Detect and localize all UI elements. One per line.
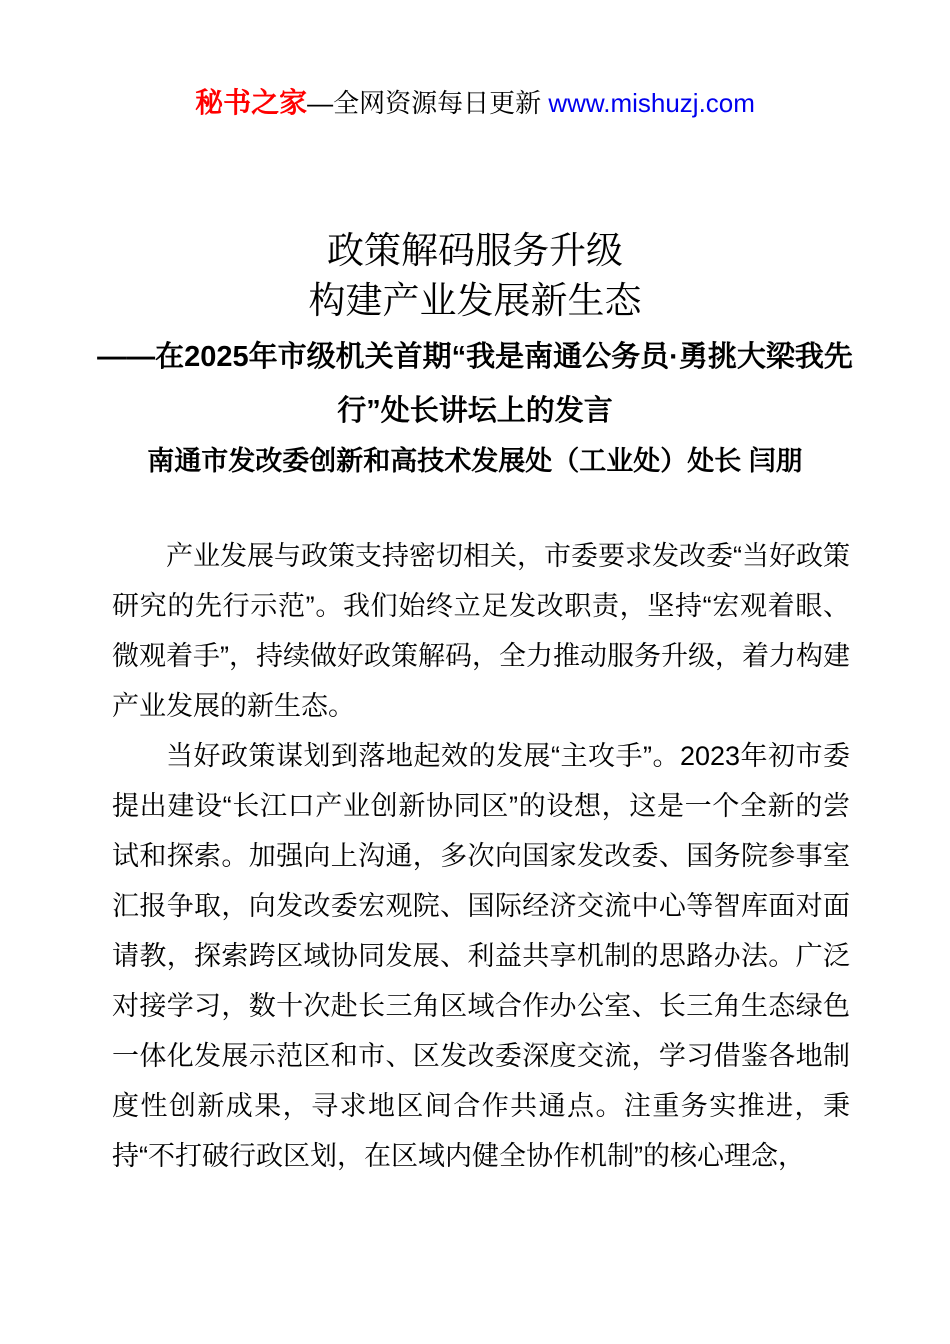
body-paragraph: 当好政策谋划到落地起效的发展“主攻手”。2023年初市委提出建设“长江口产业创新协同区”的设想，这是一个全新的尝试和探索。加强向上沟通，多次向国家发改委、国务院参事室汇报争取，向发改委宏观院、国际经济交流中心等智库面对面请教，探索跨区域协同发展、利益共享机制的思路办法。广泛对接学习，数十次赴长三角区域合作办公室、长三角生态绿色一体化发展示范区和市、区发改委深度交流，学习借鉴各地制度性创新成果，寻求地区间合作共通点。注重务实推进，秉持“不打破行政区划，在区域内健全协作机制”的核心理念，	[112, 741, 850, 1171]
site-url-link[interactable]: www.mishuzj.com	[548, 88, 755, 118]
body-paragraph: 产业发展与政策支持密切相关，市委要求发改委“当好政策研究的先行示范”。我们始终立足发改职责，坚持“宏观着眼、微观着手”，持续做好政策解码，全力推动服务升级，着力构建产业发展的新生态。	[112, 541, 850, 721]
author-line: 南通市发改委创新和高技术发展处（工业处）处长 闫朋	[147, 446, 803, 476]
title-line-2: 构建产业发展新生态	[308, 280, 642, 321]
site-name: 秘书之家	[195, 87, 308, 118]
subtitle-line-2: 行”处长讲坛上的发言	[337, 395, 613, 427]
document-title	[105, 226, 845, 326]
title-line-1: 政策解码服务升级	[327, 230, 623, 271]
subtitle-line-1: ——在2025年市级机关首期“我是南通公务员·勇挑大梁我先	[97, 341, 853, 373]
site-tagline: —全网资源每日更新	[307, 88, 549, 118]
document-subtitle	[95, 330, 855, 438]
document-body	[112, 531, 850, 1181]
page-header	[105, 88, 845, 118]
